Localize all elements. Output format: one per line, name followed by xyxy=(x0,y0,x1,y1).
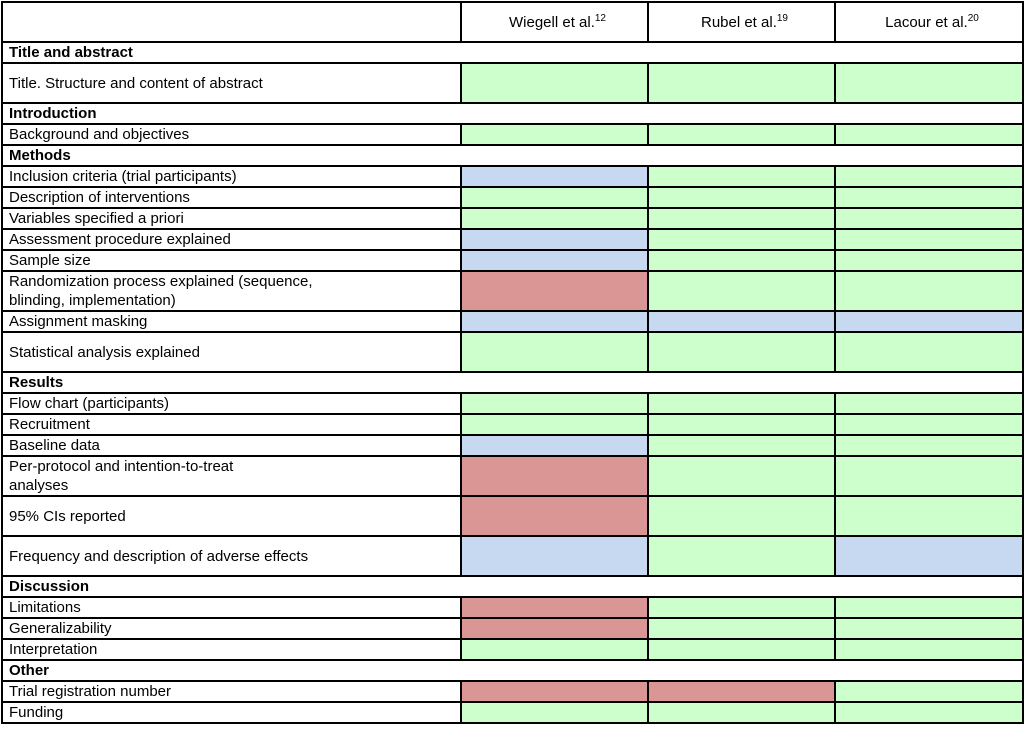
criterion-row xyxy=(2,63,1023,103)
criterion-label: Baseline data xyxy=(2,435,461,456)
rating-cell-study-2-green xyxy=(648,229,835,250)
criterion-row xyxy=(2,702,1023,723)
criterion-row xyxy=(2,393,1023,414)
criterion-label: Assessment procedure explained xyxy=(2,229,461,250)
rating-cell-study-2-green xyxy=(648,435,835,456)
study-2-ref: 19 xyxy=(776,12,788,24)
criterion-row xyxy=(2,639,1023,660)
column-header-study-2 xyxy=(648,2,835,42)
rating-cell-study-3-green xyxy=(835,435,1023,456)
rating-cell-study-1-blue xyxy=(461,311,648,332)
rating-cell-study-1-green xyxy=(461,63,648,103)
rating-cell-study-3-green xyxy=(835,618,1023,639)
rating-cell-study-3-green xyxy=(835,271,1023,311)
rating-cell-study-3-green xyxy=(835,702,1023,723)
rating-cell-study-2-green xyxy=(648,208,835,229)
rating-cell-study-3-green xyxy=(835,229,1023,250)
criterion-row xyxy=(2,166,1023,187)
rating-cell-study-1-green xyxy=(461,702,648,723)
rating-cell-study-3-green xyxy=(835,496,1023,536)
rating-cell-study-2-green xyxy=(648,271,835,311)
rating-cell-study-1-red xyxy=(461,271,648,311)
rating-cell-study-1-blue xyxy=(461,166,648,187)
section-title: Title and abstract xyxy=(2,42,1023,63)
criterion-row xyxy=(2,229,1023,250)
quality-assessment-table xyxy=(1,1,1024,724)
rating-cell-study-2-green xyxy=(648,639,835,660)
criterion-row xyxy=(2,208,1023,229)
rating-cell-study-3-green xyxy=(835,681,1023,702)
rating-cell-study-1-red xyxy=(461,496,648,536)
criterion-label: Trial registration number xyxy=(2,681,461,702)
criterion-label: Funding xyxy=(2,702,461,723)
criterion-label: Sample size xyxy=(2,250,461,271)
rating-cell-study-3-green xyxy=(835,208,1023,229)
criterion-row xyxy=(2,187,1023,208)
section-title: Other xyxy=(2,660,1023,681)
criterion-label: Frequency and description of adverse effects xyxy=(2,536,461,576)
criterion-label: Randomization process explained (sequence, blinding, implementation) xyxy=(2,271,461,311)
rating-cell-study-2-green xyxy=(648,124,835,145)
rating-cell-study-2-blue xyxy=(648,311,835,332)
criterion-label: Flow chart (participants) xyxy=(2,393,461,414)
criterion-row xyxy=(2,681,1023,702)
rating-cell-study-3-green xyxy=(835,250,1023,271)
rating-cell-study-1-blue xyxy=(461,435,648,456)
criterion-label: Description of interventions xyxy=(2,187,461,208)
criterion-label: Recruitment xyxy=(2,414,461,435)
header-row xyxy=(2,2,1023,42)
rating-cell-study-3-green xyxy=(835,124,1023,145)
criterion-label: Title. Structure and content of abstract xyxy=(2,63,461,103)
criterion-row xyxy=(2,124,1023,145)
rating-cell-study-3-green xyxy=(835,393,1023,414)
rating-cell-study-2-green xyxy=(648,597,835,618)
study-1-name: Wiegell et al. xyxy=(509,13,595,31)
study-3-name: Lacour et al. xyxy=(885,13,968,31)
study-1-ref: 12 xyxy=(594,12,606,24)
rating-cell-study-2-green xyxy=(648,332,835,372)
column-header-study-3 xyxy=(835,2,1023,42)
section-row xyxy=(2,145,1023,166)
rating-cell-study-1-blue xyxy=(461,229,648,250)
rating-cell-study-1-green xyxy=(461,639,648,660)
criterion-label: Generalizability xyxy=(2,618,461,639)
section-row xyxy=(2,372,1023,393)
section-title: Methods xyxy=(2,145,1023,166)
section-row xyxy=(2,103,1023,124)
section-title: Discussion xyxy=(2,576,1023,597)
section-title: Results xyxy=(2,372,1023,393)
column-header-study-1 xyxy=(461,2,648,42)
rating-cell-study-2-green xyxy=(648,166,835,187)
rating-cell-study-1-red xyxy=(461,456,648,496)
rating-cell-study-3-green xyxy=(835,597,1023,618)
study-3-ref: 20 xyxy=(967,12,979,24)
rating-cell-study-1-red xyxy=(461,681,648,702)
criterion-row xyxy=(2,456,1023,496)
rating-cell-study-3-green xyxy=(835,639,1023,660)
rating-cell-study-2-green xyxy=(648,250,835,271)
criterion-row xyxy=(2,435,1023,456)
table-body xyxy=(2,42,1023,723)
section-title: Introduction xyxy=(2,103,1023,124)
criterion-label: Background and objectives xyxy=(2,124,461,145)
rating-cell-study-1-green xyxy=(461,414,648,435)
criterion-row xyxy=(2,496,1023,536)
criterion-row xyxy=(2,618,1023,639)
criterion-label: Inclusion criteria (trial participants) xyxy=(2,166,461,187)
criterion-row xyxy=(2,271,1023,311)
rating-cell-study-3-green xyxy=(835,332,1023,372)
rating-cell-study-3-green xyxy=(835,456,1023,496)
rating-cell-study-2-green xyxy=(648,393,835,414)
criterion-row xyxy=(2,332,1023,372)
rating-cell-study-1-green xyxy=(461,187,648,208)
criterion-label: Interpretation xyxy=(2,639,461,660)
rating-cell-study-1-green xyxy=(461,393,648,414)
rating-cell-study-3-blue xyxy=(835,536,1023,576)
section-row xyxy=(2,42,1023,63)
rating-cell-study-1-blue xyxy=(461,536,648,576)
rating-cell-study-1-blue xyxy=(461,250,648,271)
rating-cell-study-2-green xyxy=(648,536,835,576)
rating-cell-study-2-green xyxy=(648,63,835,103)
criterion-row xyxy=(2,311,1023,332)
study-2-name: Rubel et al. xyxy=(700,13,777,31)
rating-cell-study-2-green xyxy=(648,187,835,208)
rating-cell-study-3-green xyxy=(835,414,1023,435)
rating-cell-study-1-red xyxy=(461,618,648,639)
rating-cell-study-1-red xyxy=(461,597,648,618)
rating-cell-study-1-green xyxy=(461,124,648,145)
rating-cell-study-3-green xyxy=(835,63,1023,103)
rating-cell-study-1-green xyxy=(461,332,648,372)
criterion-label: 95% CIs reported xyxy=(2,496,461,536)
criterion-label: Statistical analysis explained xyxy=(2,332,461,372)
criterion-label: Limitations xyxy=(2,597,461,618)
rating-cell-study-3-green xyxy=(835,187,1023,208)
rating-cell-study-2-green xyxy=(648,496,835,536)
criterion-row xyxy=(2,414,1023,435)
header-corner-cell xyxy=(2,2,461,42)
section-row xyxy=(2,576,1023,597)
rating-cell-study-1-green xyxy=(461,208,648,229)
rating-cell-study-2-green xyxy=(648,456,835,496)
rating-cell-study-3-blue xyxy=(835,311,1023,332)
criterion-row xyxy=(2,597,1023,618)
rating-cell-study-2-red xyxy=(648,681,835,702)
rating-cell-study-2-green xyxy=(648,414,835,435)
criterion-label: Per-protocol and intention-to-treat analyses xyxy=(2,456,461,496)
criterion-label: Assignment masking xyxy=(2,311,461,332)
section-row xyxy=(2,660,1023,681)
criterion-row xyxy=(2,250,1023,271)
criterion-label: Variables specified a priori xyxy=(2,208,461,229)
rating-cell-study-2-green xyxy=(648,618,835,639)
rating-cell-study-3-green xyxy=(835,166,1023,187)
rating-cell-study-2-green xyxy=(648,702,835,723)
criterion-row xyxy=(2,536,1023,576)
